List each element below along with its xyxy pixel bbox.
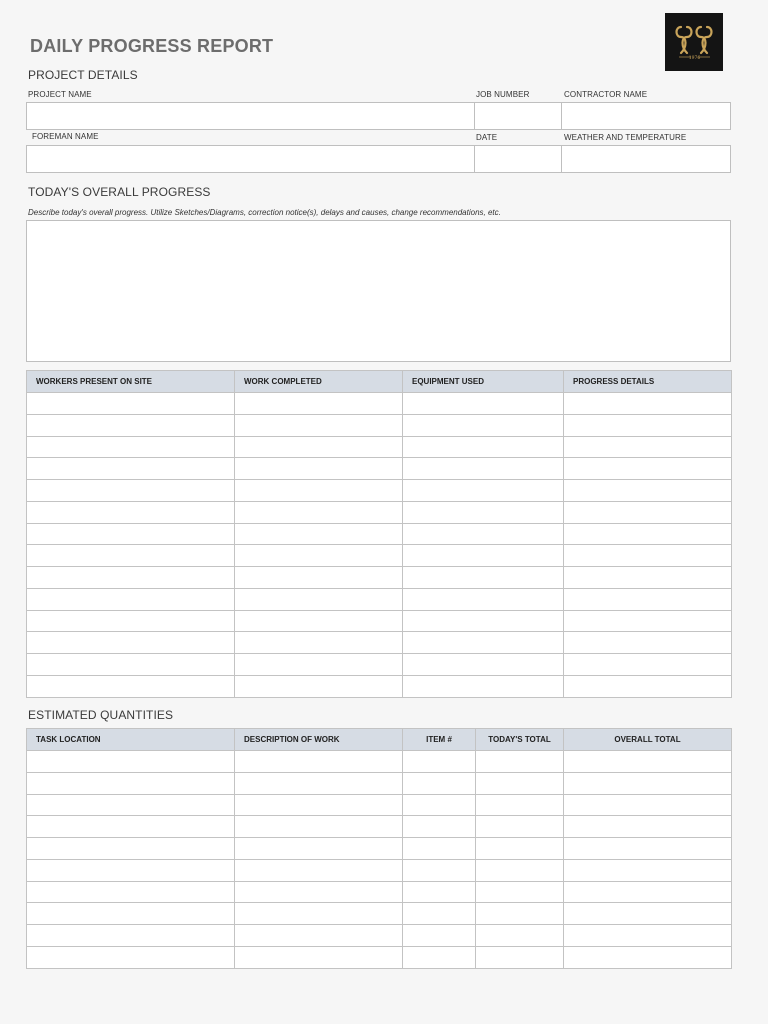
table-cell[interactable] bbox=[235, 925, 403, 947]
project-details-heading: PROJECT DETAILS bbox=[28, 68, 138, 82]
table-cell[interactable] bbox=[564, 545, 732, 567]
contractor-name-field[interactable] bbox=[561, 102, 731, 130]
table-cell[interactable] bbox=[476, 751, 564, 773]
table-cell[interactable] bbox=[235, 480, 403, 502]
table-cell[interactable] bbox=[235, 393, 403, 415]
table-cell[interactable] bbox=[235, 414, 403, 436]
table-cell[interactable] bbox=[564, 501, 732, 523]
table-cell[interactable] bbox=[27, 903, 235, 925]
column-header-item-number: ITEM # bbox=[403, 729, 476, 751]
table-cell[interactable] bbox=[403, 588, 564, 610]
table-cell[interactable] bbox=[235, 654, 403, 676]
table-row bbox=[27, 675, 732, 697]
project-name-field[interactable] bbox=[26, 102, 475, 130]
table-cell[interactable] bbox=[403, 545, 564, 567]
column-header-work-completed: WORK COMPLETED bbox=[235, 371, 403, 393]
table-cell[interactable] bbox=[403, 903, 476, 925]
table-cell[interactable] bbox=[403, 925, 476, 947]
table-cell[interactable] bbox=[235, 946, 403, 968]
table-cell[interactable] bbox=[403, 632, 564, 654]
table-cell[interactable] bbox=[564, 772, 732, 794]
table-cell[interactable] bbox=[564, 903, 732, 925]
table-cell[interactable] bbox=[27, 414, 235, 436]
table-row bbox=[27, 838, 732, 860]
column-header-workers: WORKERS PRESENT ON SITE bbox=[27, 371, 235, 393]
table-cell[interactable] bbox=[27, 436, 235, 458]
table-cell[interactable] bbox=[27, 545, 235, 567]
table-row bbox=[27, 414, 732, 436]
table-cell[interactable] bbox=[27, 458, 235, 480]
table-cell[interactable] bbox=[403, 501, 564, 523]
column-header-progress-details: PROGRESS DETAILS bbox=[564, 371, 732, 393]
date-label: DATE bbox=[476, 133, 498, 142]
table-cell[interactable] bbox=[235, 838, 403, 860]
table-cell[interactable] bbox=[235, 632, 403, 654]
table-cell[interactable] bbox=[564, 946, 732, 968]
table-row bbox=[27, 881, 732, 903]
table-cell[interactable] bbox=[27, 859, 235, 881]
quantities-heading: ESTIMATED QUANTITIES bbox=[28, 708, 174, 722]
table-cell[interactable] bbox=[27, 480, 235, 502]
table-cell[interactable] bbox=[476, 946, 564, 968]
table-cell[interactable] bbox=[403, 772, 476, 794]
table-cell[interactable] bbox=[564, 567, 732, 589]
table-cell[interactable] bbox=[564, 610, 732, 632]
table-row bbox=[27, 946, 732, 968]
project-name-label: PROJECT NAME bbox=[28, 90, 92, 99]
table-cell[interactable] bbox=[27, 588, 235, 610]
table-cell[interactable] bbox=[564, 816, 732, 838]
table-cell[interactable] bbox=[403, 480, 564, 502]
table-cell[interactable] bbox=[27, 838, 235, 860]
table-cell[interactable] bbox=[564, 480, 732, 502]
job-number-label: JOB NUMBER bbox=[476, 90, 530, 99]
table-cell[interactable] bbox=[235, 751, 403, 773]
table-cell[interactable] bbox=[403, 881, 476, 903]
table-cell[interactable] bbox=[564, 794, 732, 816]
table-cell[interactable] bbox=[235, 567, 403, 589]
table-row bbox=[27, 751, 732, 773]
column-header-task-location: TASK LOCATION bbox=[27, 729, 235, 751]
table-row bbox=[27, 523, 732, 545]
table-cell[interactable] bbox=[476, 881, 564, 903]
table-cell[interactable] bbox=[476, 772, 564, 794]
table-cell[interactable] bbox=[27, 523, 235, 545]
table-cell[interactable] bbox=[403, 675, 564, 697]
table-row bbox=[27, 794, 732, 816]
table-cell[interactable] bbox=[27, 501, 235, 523]
table-cell[interactable] bbox=[27, 881, 235, 903]
table-cell[interactable] bbox=[235, 903, 403, 925]
table-cell[interactable] bbox=[27, 794, 235, 816]
table-cell[interactable] bbox=[235, 816, 403, 838]
table-row bbox=[27, 458, 732, 480]
table-cell[interactable] bbox=[235, 794, 403, 816]
table-cell[interactable] bbox=[27, 675, 235, 697]
table-cell[interactable] bbox=[564, 859, 732, 881]
table-row bbox=[27, 567, 732, 589]
table-cell[interactable] bbox=[27, 925, 235, 947]
table-cell[interactable] bbox=[564, 838, 732, 860]
table-cell[interactable] bbox=[235, 523, 403, 545]
company-logo bbox=[665, 13, 723, 71]
table-row bbox=[27, 436, 732, 458]
table-cell[interactable] bbox=[564, 458, 732, 480]
table-row bbox=[27, 772, 732, 794]
table-cell[interactable] bbox=[403, 436, 564, 458]
table-row bbox=[27, 588, 732, 610]
table-cell[interactable] bbox=[403, 414, 564, 436]
table-cell[interactable] bbox=[403, 393, 564, 415]
table-cell[interactable] bbox=[564, 393, 732, 415]
table-row bbox=[27, 654, 732, 676]
column-header-equipment: EQUIPMENT USED bbox=[403, 371, 564, 393]
table-row bbox=[27, 480, 732, 502]
foreman-name-label: FOREMAN NAME bbox=[32, 132, 99, 141]
table-cell[interactable] bbox=[403, 654, 564, 676]
table-cell[interactable] bbox=[476, 816, 564, 838]
table-cell[interactable] bbox=[27, 654, 235, 676]
table-row bbox=[27, 501, 732, 523]
table-cell[interactable] bbox=[564, 925, 732, 947]
table-cell[interactable] bbox=[476, 859, 564, 881]
table-cell[interactable] bbox=[403, 946, 476, 968]
table-cell[interactable] bbox=[27, 393, 235, 415]
table-cell[interactable] bbox=[235, 588, 403, 610]
table-cell[interactable] bbox=[403, 794, 476, 816]
table-cell[interactable] bbox=[403, 567, 564, 589]
table-row bbox=[27, 903, 732, 925]
weather-field[interactable] bbox=[561, 145, 731, 173]
table-cell[interactable] bbox=[235, 859, 403, 881]
table-cell[interactable] bbox=[564, 654, 732, 676]
table-row bbox=[27, 610, 732, 632]
table-cell[interactable] bbox=[476, 794, 564, 816]
date-field[interactable] bbox=[474, 145, 562, 173]
table-cell[interactable] bbox=[235, 675, 403, 697]
table-cell[interactable] bbox=[235, 436, 403, 458]
table-cell[interactable] bbox=[564, 751, 732, 773]
table-cell[interactable] bbox=[564, 675, 732, 697]
table-cell[interactable] bbox=[27, 946, 235, 968]
progress-textarea[interactable] bbox=[26, 220, 731, 362]
table-cell[interactable] bbox=[235, 881, 403, 903]
table-cell[interactable] bbox=[27, 816, 235, 838]
logo-year: 1976 bbox=[688, 56, 701, 61]
foreman-name-field[interactable] bbox=[26, 145, 475, 173]
table-cell[interactable] bbox=[27, 751, 235, 773]
table-cell[interactable] bbox=[27, 632, 235, 654]
table-cell[interactable] bbox=[564, 414, 732, 436]
table-cell[interactable] bbox=[564, 436, 732, 458]
table-cell[interactable] bbox=[564, 588, 732, 610]
table-cell[interactable] bbox=[235, 501, 403, 523]
column-header-overall-total: OVERALL TOTAL bbox=[564, 729, 732, 751]
column-header-description: DESCRIPTION OF WORK bbox=[235, 729, 403, 751]
table-row bbox=[27, 925, 732, 947]
table-cell[interactable] bbox=[403, 816, 476, 838]
table-cell[interactable] bbox=[403, 859, 476, 881]
table-cell[interactable] bbox=[235, 610, 403, 632]
table-cell[interactable] bbox=[235, 458, 403, 480]
logo-monogram-icon bbox=[665, 13, 723, 71]
table-cell[interactable] bbox=[476, 903, 564, 925]
table-cell[interactable] bbox=[564, 881, 732, 903]
table-cell[interactable] bbox=[564, 632, 732, 654]
table-row bbox=[27, 859, 732, 881]
weather-label: WEATHER AND TEMPERATURE bbox=[564, 133, 687, 142]
progress-description: Describe today's overall progress. Utilize Sketches/Diagrams, correction notice(s), delays and causes, change recommendations, etc. bbox=[28, 208, 501, 217]
table-cell[interactable] bbox=[476, 838, 564, 860]
table-cell[interactable] bbox=[403, 751, 476, 773]
table-cell[interactable] bbox=[235, 545, 403, 567]
table-cell[interactable] bbox=[403, 838, 476, 860]
column-header-todays-total: TODAY'S TOTAL bbox=[476, 729, 564, 751]
workers-table bbox=[26, 370, 732, 698]
progress-heading: TODAY'S OVERALL PROGRESS bbox=[28, 185, 211, 199]
table-cell[interactable] bbox=[403, 610, 564, 632]
job-number-field[interactable] bbox=[474, 102, 562, 130]
table-row bbox=[27, 393, 732, 415]
table-row bbox=[27, 816, 732, 838]
table-cell[interactable] bbox=[27, 567, 235, 589]
table-cell[interactable] bbox=[564, 523, 732, 545]
table-cell[interactable] bbox=[235, 772, 403, 794]
table-row bbox=[27, 545, 732, 567]
table-row bbox=[27, 632, 732, 654]
table-cell[interactable] bbox=[27, 610, 235, 632]
page-title: DAILY PROGRESS REPORT bbox=[30, 36, 274, 56]
table-cell[interactable] bbox=[403, 458, 564, 480]
contractor-name-label: CONTRACTOR NAME bbox=[564, 90, 648, 99]
table-cell[interactable] bbox=[27, 772, 235, 794]
quantities-table bbox=[26, 728, 732, 969]
table-cell[interactable] bbox=[403, 523, 564, 545]
table-cell[interactable] bbox=[476, 925, 564, 947]
